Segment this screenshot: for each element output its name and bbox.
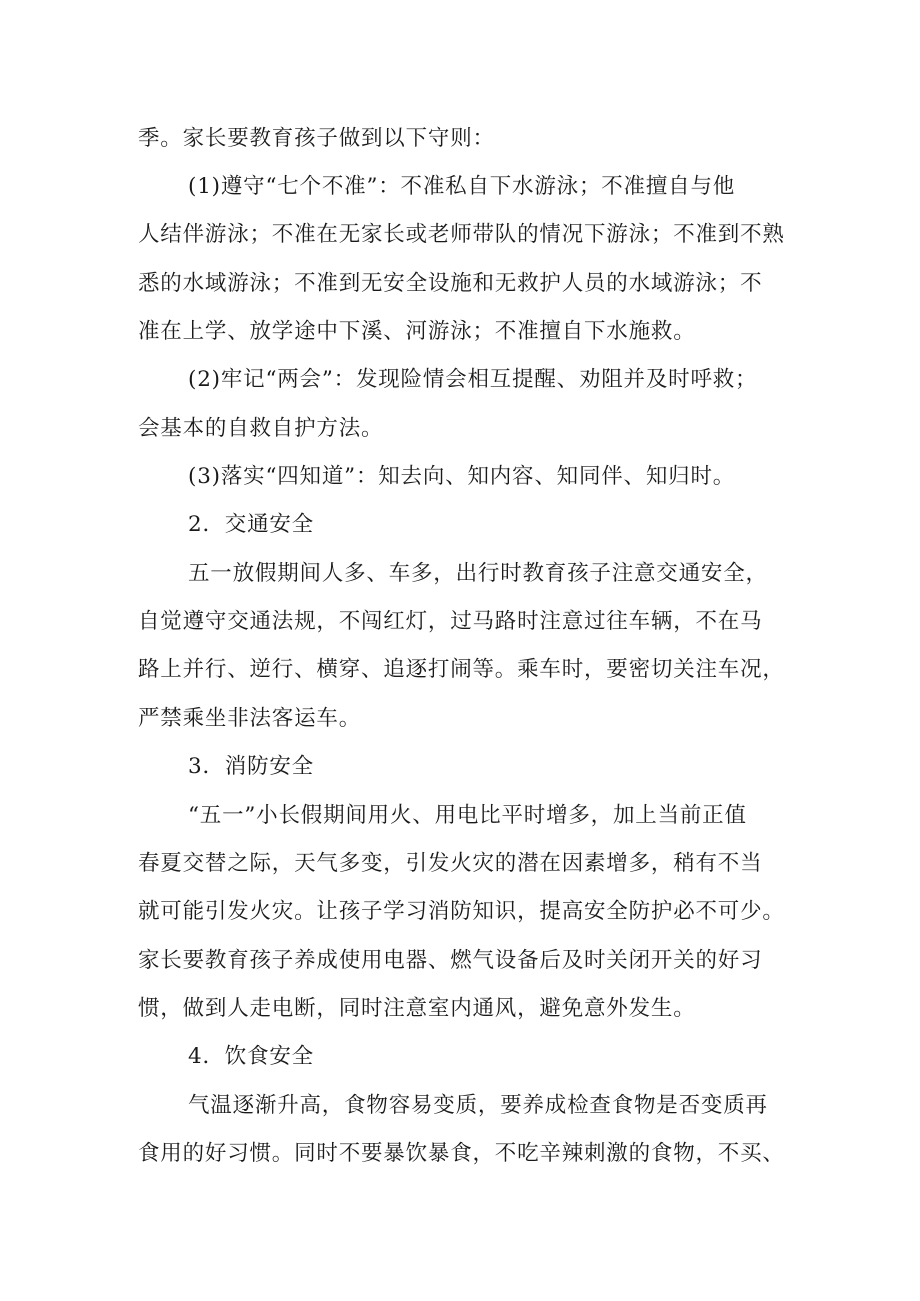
paragraph-line: “五一”小长假期间用火、用电比平时增多，加上当前正值 — [188, 803, 747, 828]
paragraph-line: 惯，做到人走电断，同时注意室内通风，避免意外发生。 — [138, 996, 696, 1021]
paragraph-line: (3)落实“四知道”：知去向、知内容、知同伴、知归时。 — [188, 464, 736, 489]
paragraph-line: 会基本的自救自护方法。 — [138, 416, 384, 441]
paragraph-line: 准在上学、放学途中下溪、河游泳；不准擅自下水施救。 — [138, 319, 696, 344]
paragraph-line: 路上并行、逆行、横穿、追逐打闹等。乘车时，要密切关注车况， — [138, 657, 785, 682]
paragraph-line: 家长要教育孩子养成使用电器、燃气设备后及时关闭开关的好习 — [138, 948, 763, 973]
paragraph-line: 季。家长要教育孩子做到以下守则： — [138, 126, 495, 151]
paragraph-line: 春夏交替之际，天气多变，引发火灾的潜在因素增多，稍有不当 — [138, 851, 763, 876]
paragraph-line: 五一放假期间人多、车多，出行时教育孩子注意交通安全， — [188, 561, 768, 586]
paragraph-line: 自觉遵守交通法规，不闯红灯，过马路时注意过往车辆，不在马 — [138, 609, 763, 634]
paragraph-line: (1)遵守“七个不准”：不准私自下水游泳；不准擅自与他 — [188, 174, 736, 199]
section-heading: 2．交通安全 — [188, 512, 314, 537]
section-heading: 4．饮食安全 — [188, 1044, 314, 1069]
paragraph-line: 悉的水域游泳；不准到无安全设施和无救护人员的水域游泳；不 — [138, 271, 763, 296]
paragraph-line: 气温逐渐升高，食物容易变质，要养成检查食物是否变质再 — [188, 1093, 768, 1118]
paragraph-line: 严禁乘坐非法客运车。 — [138, 706, 362, 731]
section-heading: 3．消防安全 — [188, 754, 314, 779]
paragraph-line: 食用的好习惯。同时不要暴饮暴食，不吃辛辣刺激的食物，不买、 — [138, 1141, 785, 1166]
paragraph-line: (2)牢记“两会”：发现险情会相互提醒、劝阻并及时呼救； — [188, 367, 758, 392]
paragraph-line: 就可能引发火灾。让孩子学习消防知识，提高安全防护必不可少。 — [138, 899, 785, 924]
paragraph-line: 人结伴游泳；不准在无家长或老师带队的情况下游泳；不准到不熟 — [138, 222, 785, 247]
